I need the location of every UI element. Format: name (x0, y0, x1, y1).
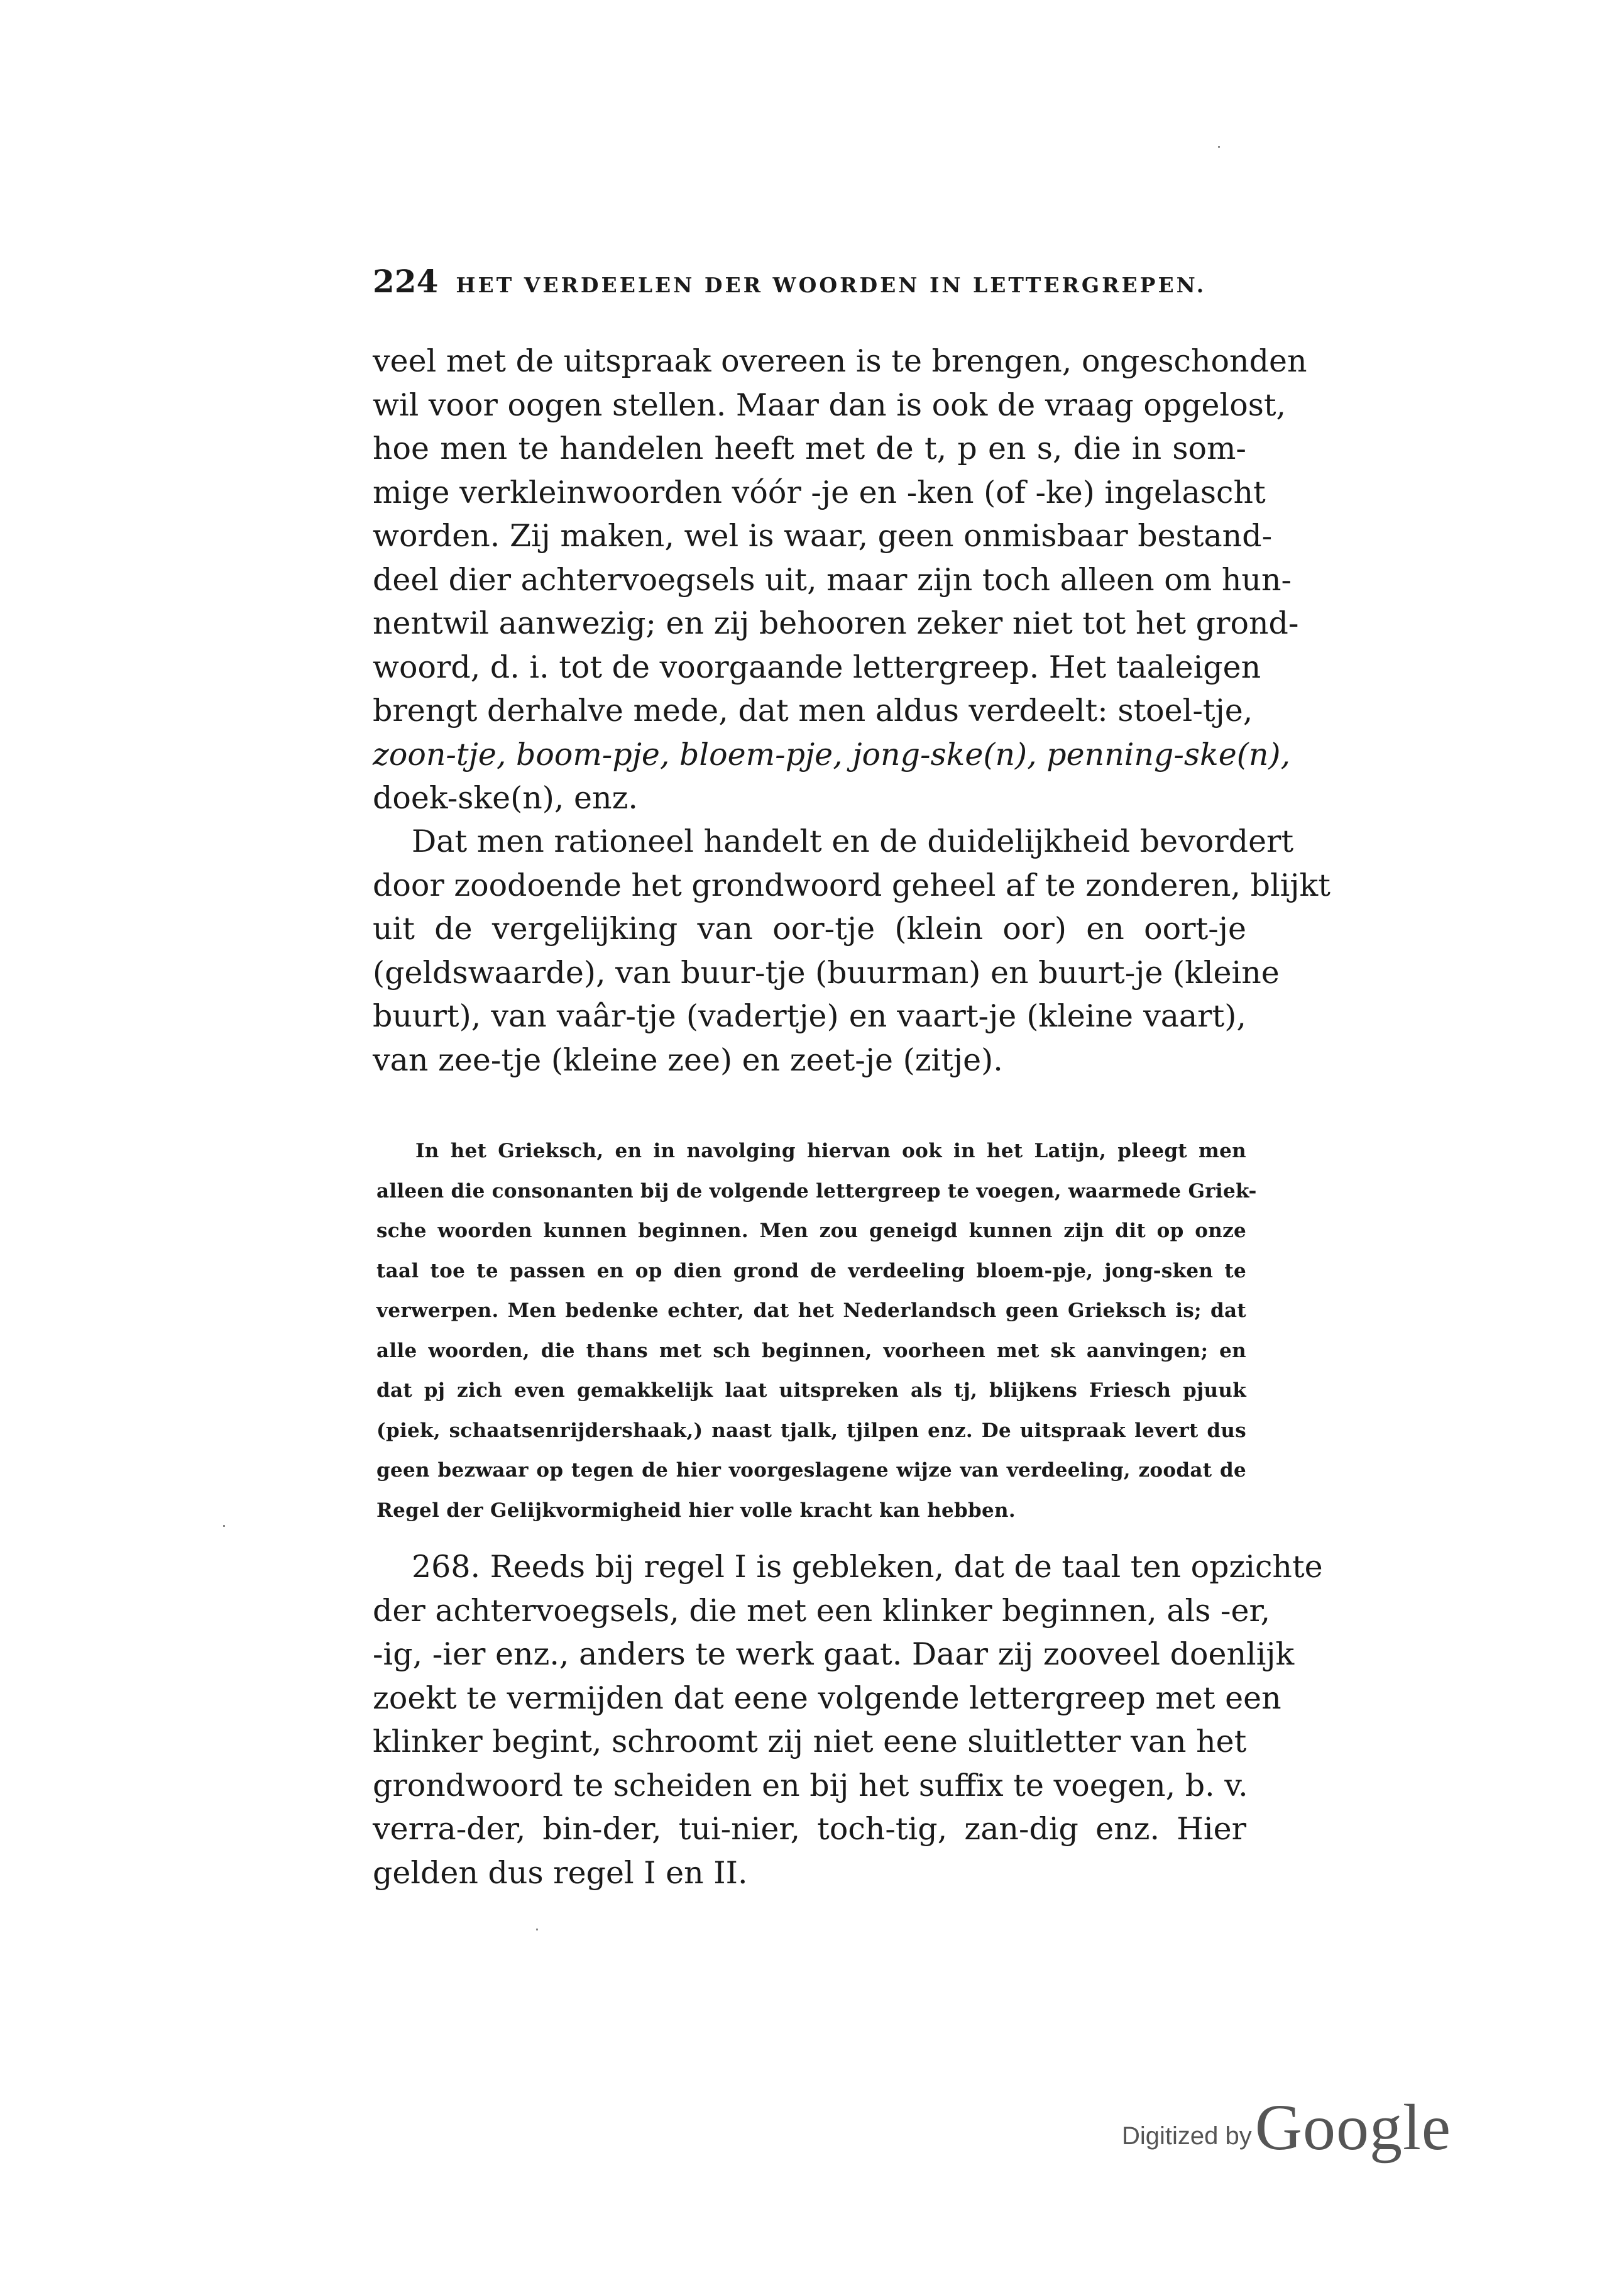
text-line: der achtervoegsels, die met een klinker beginnen, als -er, (373, 1592, 1271, 1629)
text-line: buurt), van vaâr-tje (vadertje) en vaart-je (kleine vaart), (373, 998, 1246, 1034)
paragraph-2 (373, 820, 1330, 1082)
text-line: wil voor oogen stellen. Maar dan is ook de vraag opgelost, (373, 387, 1287, 423)
text-line: klinker begint, schroomt zij niet eene sluitletter van het (373, 1724, 1247, 1759)
scan-speck (223, 1525, 225, 1527)
section-268 (373, 1545, 1323, 1895)
scan-speck (1218, 146, 1220, 148)
footnote-line: geen bezwaar op tegen de hier voorgeslagene wijze van verdeeling, zoodat de (376, 1459, 1246, 1482)
footnote-line: taal toe te passen en op dien grond de verdeeling bloem-pje, jong-sken te (376, 1259, 1246, 1282)
text-line: door zoodoende het grondwoord geheel af te zonderen, blijkt (373, 867, 1330, 903)
page-header (373, 263, 1240, 300)
text-line: 268. Reeds bij regel I is gebleken, dat de taal ten opzichte (412, 1549, 1323, 1585)
footnote-line: verwerpen. Men bedenke echter, dat het Nederlandsch geen Grieksch is; dat (376, 1299, 1246, 1322)
footnote-line: alle woorden, die thans met sch beginnen, voorheen met sk aanvingen; en (376, 1339, 1246, 1362)
text-line: uit de vergelijking van oor-tje (klein oor) en oort-je (373, 911, 1246, 947)
footnote-line: In het Grieksch, en in navolging hiervan ook in het Latijn, pleegt men (415, 1140, 1246, 1162)
footnote-line: dat pj zich even gemakkelijk laat uitspreken als tj, blijkens Friesch pjuuk (376, 1379, 1246, 1402)
paragraph-1 (373, 339, 1307, 820)
text-line: hoe men te handelen heeft met de t, p en s, die in som- (373, 431, 1246, 466)
text-line: verra-der, bin-der, tui-nier, toch-tig, zan-dig enz. Hier (373, 1811, 1246, 1847)
text-line: nentwil aanwezig; en zij behooren zeker niet tot het grond- (373, 605, 1299, 641)
google-logo: Google (1254, 2091, 1452, 2164)
running-head: HET VERDEELEN DER WOORDEN IN LETTERGREPEN. (456, 273, 1207, 297)
google-watermark (1122, 2090, 1451, 2165)
text-line: deel dier achtervoegsels uit, maar zijn toch alleen om hun- (373, 561, 1292, 598)
text-line: brengt derhalve mede, dat men aldus verdeelt: stoel-tje, (373, 693, 1253, 729)
text-line: Dat men rationeel handelt en de duidelijkheid bevordert (412, 823, 1294, 859)
watermark-prefix: Digitized by (1122, 2122, 1252, 2150)
text-line: mige verkleinwoorden vóór -je en -ken (of -ke) ingelascht (373, 474, 1266, 510)
page-number: 224 (373, 263, 439, 300)
footnote-line: Regel der Gelijkvormigheid hier volle kracht kan hebben. (376, 1499, 1016, 1522)
text-line: -ig, -ier enz., anders te werk gaat. Daar zij zooveel doenlijk (373, 1636, 1295, 1672)
text-line: van zee-tje (kleine zee) en zeet-je (zitje). (373, 1042, 1003, 1078)
text-line: (geldswaarde), van buur-tje (buurman) en buurt-je (kleine (373, 954, 1280, 991)
text-line: veel met de uitspraak overeen is te brengen, ongeschonden (373, 343, 1307, 379)
text-line: worden. Zij maken, wel is waar, geen onmisbaar bestand- (373, 518, 1273, 554)
footnote (376, 1131, 1257, 1531)
text-line: woord, d. i. tot de voorgaande lettergreep. Het taaleigen (373, 649, 1261, 685)
text-line: zoon-tje, boom-pje, bloem-pje, jong-ske(n), penning-ske(n), (373, 736, 1291, 773)
scan-speck (536, 1929, 538, 1930)
text-line: gelden dus regel I en II. (373, 1854, 748, 1891)
footnote-line: sche woorden kunnen beginnen. Men zou geneigd kunnen zijn dit op onze (376, 1219, 1246, 1242)
text-line: doek-ske(n), enz. (373, 780, 638, 816)
text-line: grondwoord te scheiden en bij het suffix te voegen, b. v. (373, 1767, 1248, 1803)
footnote-line: alleen die consonanten bij de volgende lettergreep te voegen, waarmede Griek- (376, 1179, 1257, 1203)
footnote-line: (piek, schaatsenrijdershaak,) naast tjalk, tjilpen enz. De uitspraak levert dus (376, 1419, 1246, 1442)
text-line: zoekt te vermijden dat eene volgende lettergreep met een (373, 1680, 1281, 1716)
